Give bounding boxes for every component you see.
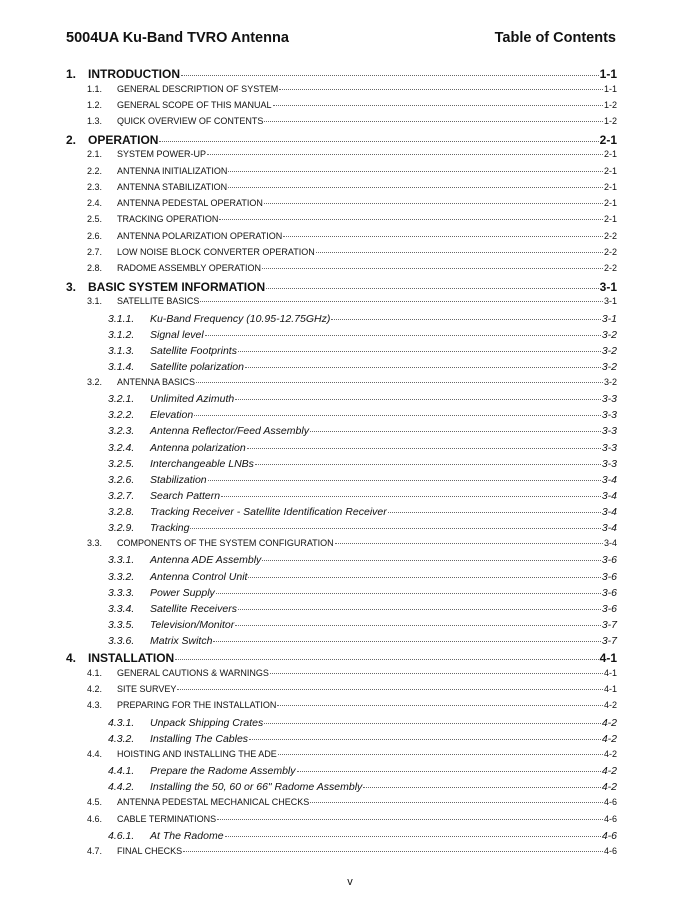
toc-entry-title: Antenna ADE Assembly bbox=[150, 554, 262, 567]
toc-entry-title: Interchangeable LNBs bbox=[150, 457, 254, 470]
toc-entry-title: Unpack Shipping Crates bbox=[150, 716, 264, 729]
dot-leader bbox=[245, 367, 601, 368]
toc-entry[interactable] bbox=[66, 442, 617, 458]
toc-entry-page: 4-2 bbox=[601, 732, 617, 745]
toc-entry-title: Installing The Cables bbox=[150, 732, 249, 745]
toc-entry[interactable] bbox=[66, 781, 617, 797]
toc-entry-number: 2.2. bbox=[87, 165, 103, 176]
toc-entry[interactable] bbox=[66, 587, 617, 603]
toc-entry-page: 2-2 bbox=[603, 230, 617, 241]
dot-leader bbox=[363, 787, 601, 788]
toc-entry-title: ANTENNA POLARIZATION OPERATION bbox=[117, 230, 283, 241]
dot-leader bbox=[310, 802, 603, 803]
toc-entry-number: 4.6. bbox=[87, 813, 103, 824]
toc-entry[interactable] bbox=[66, 668, 617, 684]
toc-entry[interactable] bbox=[66, 296, 617, 312]
toc-entry-number: 3.2.2. bbox=[108, 409, 135, 422]
dot-leader bbox=[208, 480, 601, 481]
toc-entry-number: 3.1.1. bbox=[108, 312, 135, 325]
dot-leader bbox=[217, 819, 603, 820]
toc-entry-title: Satellite Footprints bbox=[150, 344, 237, 357]
dot-leader bbox=[270, 673, 603, 674]
toc-entry[interactable] bbox=[66, 198, 617, 214]
toc-entry-number: 2. bbox=[66, 132, 77, 147]
toc-entry[interactable] bbox=[66, 116, 617, 132]
toc-entry[interactable] bbox=[66, 765, 617, 781]
toc-entry-page: 3-4 bbox=[601, 522, 617, 535]
toc-entry-title: COMPONENTS OF THE SYSTEM CONFIGURATION bbox=[117, 538, 334, 549]
dot-leader bbox=[221, 496, 601, 497]
toc-entry-number: 3.3.3. bbox=[108, 586, 135, 599]
section-title: Table of Contents bbox=[494, 30, 616, 46]
dot-leader bbox=[235, 399, 601, 400]
toc-entry[interactable] bbox=[66, 603, 617, 619]
toc-entry-page: 4-6 bbox=[603, 845, 617, 856]
toc-entry-page: 3-3 bbox=[601, 425, 617, 438]
toc-entry-number: 4.4.1. bbox=[108, 765, 135, 778]
toc-entry-number: 3.2.3. bbox=[108, 425, 135, 438]
toc-entry-title: INSTALLATION bbox=[88, 651, 175, 665]
toc-entry-page: 3-1 bbox=[599, 279, 617, 294]
toc-entry-page: 2-1 bbox=[603, 149, 617, 160]
toc-entry-number: 4.5. bbox=[87, 797, 103, 808]
toc-entry-number: 3.2.6. bbox=[108, 473, 135, 486]
toc-entry-number: 4.3.2. bbox=[108, 732, 135, 745]
toc-entry-title: Antenna Reflector/Feed Assembly bbox=[150, 425, 309, 438]
dot-leader bbox=[228, 187, 603, 188]
toc-entry-number: 3.1. bbox=[87, 296, 103, 307]
dot-leader bbox=[262, 268, 603, 269]
toc-entry-page: 4-1 bbox=[599, 651, 617, 665]
toc-entry-page: 3-6 bbox=[601, 586, 617, 599]
dot-leader bbox=[238, 609, 601, 610]
toc-entry[interactable] bbox=[66, 67, 617, 84]
dot-leader bbox=[225, 836, 601, 837]
toc-entry[interactable] bbox=[66, 506, 617, 522]
toc-entry-number: 3.3.5. bbox=[108, 618, 135, 631]
dot-leader bbox=[310, 431, 601, 432]
toc-entry-page: 3-6 bbox=[601, 570, 617, 583]
toc-entry-number: 3.3.6. bbox=[108, 634, 135, 647]
toc-entry-page: 3-4 bbox=[601, 473, 617, 486]
toc-entry-number: 4.7. bbox=[87, 845, 103, 856]
document-title: 5004UA Ku-Band TVRO Antenna bbox=[66, 30, 289, 46]
toc-entry[interactable] bbox=[66, 263, 617, 279]
toc-entry-number: 1.3. bbox=[87, 116, 103, 127]
toc-entry-page: 1-2 bbox=[603, 99, 617, 110]
toc-entry-title: QUICK OVERVIEW OF CONTENTS bbox=[117, 116, 264, 127]
toc-entry-page: 2-2 bbox=[603, 247, 617, 258]
toc-entry-title: Satellite polarization bbox=[150, 360, 244, 373]
toc-entry-title: Tracking Receiver - Satellite Identification Receiver bbox=[150, 505, 387, 518]
toc-entry[interactable] bbox=[66, 830, 617, 846]
toc-entry[interactable] bbox=[66, 329, 617, 345]
dot-leader bbox=[159, 141, 598, 142]
dot-leader bbox=[264, 203, 603, 204]
toc-entry[interactable] bbox=[66, 490, 617, 506]
toc-entry-title: Search Pattern bbox=[150, 489, 221, 502]
toc-entry-page: 4-6 bbox=[603, 797, 617, 808]
toc-entry-title: Television/Monitor bbox=[150, 618, 235, 631]
toc-entry-number: 4.6.1. bbox=[108, 829, 135, 842]
dot-leader bbox=[283, 236, 603, 237]
toc-entry-number: 2.1. bbox=[87, 149, 103, 160]
toc-entry-page: 3-3 bbox=[601, 393, 617, 406]
toc-entry-page: 3-2 bbox=[603, 377, 617, 387]
toc-entry-number: 1.2. bbox=[87, 99, 103, 110]
toc-entry-number: 1. bbox=[66, 67, 77, 81]
toc-entry-page: 3-2 bbox=[601, 328, 617, 341]
toc-entry-page: 3-3 bbox=[601, 409, 617, 422]
toc-entry[interactable] bbox=[66, 522, 617, 538]
toc-entry-number: 3.3. bbox=[87, 538, 103, 549]
toc-entry-title: Elevation bbox=[150, 409, 194, 422]
dot-leader bbox=[255, 464, 601, 465]
toc-entry-page: 4-2 bbox=[603, 700, 617, 711]
toc-entry-number: 4.4.2. bbox=[108, 781, 135, 794]
dot-leader bbox=[213, 641, 600, 642]
toc-entry-page: 3-7 bbox=[601, 634, 617, 647]
toc-entry-page: 2-1 bbox=[603, 181, 617, 192]
toc-entry[interactable] bbox=[66, 635, 617, 651]
toc-entry-title: SATELLITE BASICS bbox=[117, 296, 200, 307]
toc-entry-number: 3.1.2. bbox=[108, 328, 135, 341]
toc-entry-page: 2-2 bbox=[603, 263, 617, 274]
toc-entry[interactable] bbox=[66, 733, 617, 749]
toc-entry[interactable] bbox=[66, 814, 617, 830]
dot-leader bbox=[200, 301, 603, 302]
toc-entry-title: ANTENNA PEDESTAL OPERATION bbox=[117, 198, 263, 209]
toc-entry-page: 3-4 bbox=[601, 489, 617, 502]
toc-entry-number: 4.3.1. bbox=[108, 716, 135, 729]
toc-entry-title: HOISTING AND INSTALLING THE ADE bbox=[117, 748, 277, 759]
dot-leader bbox=[196, 382, 603, 383]
toc-entry-title: GENERAL CAUTIONS & WARNINGS bbox=[117, 667, 269, 678]
toc-entry-page: 3-4 bbox=[603, 538, 617, 549]
toc-entry-title: Unlimited Azimuth bbox=[150, 393, 235, 406]
table-of-contents bbox=[66, 67, 617, 862]
toc-entry-title: OPERATION bbox=[88, 132, 159, 147]
toc-entry-page: 3-7 bbox=[601, 618, 617, 631]
toc-entry-title: Power Supply bbox=[150, 586, 215, 599]
dot-leader bbox=[228, 171, 603, 172]
toc-entry[interactable] bbox=[66, 409, 617, 425]
toc-entry-title: Matrix Switch bbox=[150, 634, 213, 647]
toc-entry-title: BASIC SYSTEM INFORMATION bbox=[88, 279, 266, 294]
dot-leader bbox=[273, 105, 603, 106]
toc-entry-page: 4-1 bbox=[603, 683, 617, 694]
dot-leader bbox=[235, 625, 601, 626]
toc-entry-title: Antenna polarization bbox=[150, 441, 246, 454]
toc-entry-title: PREPARING FOR THE INSTALLATION bbox=[117, 700, 277, 711]
toc-entry-number: 2.4. bbox=[87, 198, 103, 209]
toc-entry-number: 3.1.3. bbox=[108, 344, 135, 357]
dot-leader bbox=[335, 543, 603, 544]
toc-entry-number: 2.6. bbox=[87, 230, 103, 241]
toc-entry-number: 3.2.7. bbox=[108, 489, 135, 502]
dot-leader bbox=[278, 754, 603, 755]
toc-entry[interactable] bbox=[66, 700, 617, 716]
toc-entry-page: 2-1 bbox=[603, 165, 617, 176]
toc-entry-number: 3.2.5. bbox=[108, 457, 135, 470]
toc-entry-title: GENERAL SCOPE OF THIS MANUAL bbox=[117, 99, 272, 110]
toc-entry[interactable] bbox=[66, 538, 617, 554]
dot-leader bbox=[297, 771, 601, 772]
toc-entry-title: ANTENNA BASICS bbox=[117, 377, 196, 387]
toc-entry-page: 3-1 bbox=[601, 312, 617, 325]
toc-entry-title: Ku-Band Frequency (10.95-12.75GHz) bbox=[150, 312, 331, 325]
toc-entry[interactable] bbox=[66, 571, 617, 587]
toc-entry[interactable] bbox=[66, 182, 617, 198]
dot-leader bbox=[264, 121, 603, 122]
toc-entry-title: GENERAL DESCRIPTION OF SYSTEM bbox=[117, 83, 279, 94]
toc-entry[interactable] bbox=[66, 749, 617, 765]
dot-leader bbox=[331, 319, 600, 320]
toc-entry[interactable] bbox=[66, 393, 617, 409]
toc-entry[interactable] bbox=[66, 133, 617, 150]
dot-leader bbox=[205, 335, 601, 336]
toc-entry-title: TRACKING OPERATION bbox=[117, 214, 219, 225]
toc-entry-page: 3-1 bbox=[603, 296, 617, 307]
toc-entry-page: 1-1 bbox=[599, 67, 617, 81]
toc-entry-page: 2-1 bbox=[603, 198, 617, 209]
page-number: v bbox=[347, 876, 353, 888]
toc-entry[interactable] bbox=[66, 377, 617, 393]
toc-entry-title: ANTENNA INITIALIZATION bbox=[117, 165, 228, 176]
toc-entry-page: 3-2 bbox=[601, 344, 617, 357]
toc-entry[interactable] bbox=[66, 619, 617, 635]
toc-entry-title: INTRODUCTION bbox=[88, 67, 180, 81]
dot-leader bbox=[207, 154, 603, 155]
toc-entry-title: SYSTEM POWER-UP bbox=[117, 149, 207, 160]
dot-leader bbox=[316, 252, 603, 253]
toc-entry[interactable] bbox=[66, 231, 617, 247]
dot-leader bbox=[175, 659, 598, 660]
toc-entry-title: CABLE TERMINATIONS bbox=[117, 813, 217, 824]
toc-entry[interactable] bbox=[66, 313, 617, 329]
toc-entry-number: 3.2.9. bbox=[108, 522, 135, 535]
toc-entry-page: 4-1 bbox=[603, 667, 617, 678]
toc-entry[interactable] bbox=[66, 846, 617, 862]
toc-entry-number: 2.8. bbox=[87, 263, 103, 274]
dot-leader bbox=[194, 415, 601, 416]
toc-entry-title: FINAL CHECKS bbox=[117, 845, 183, 856]
toc-entry[interactable] bbox=[66, 247, 617, 263]
toc-entry-number: 3.2.8. bbox=[108, 505, 135, 518]
toc-entry-title: Tracking bbox=[150, 522, 190, 535]
dot-leader bbox=[262, 560, 601, 561]
dot-leader bbox=[279, 89, 603, 90]
dot-leader bbox=[264, 723, 601, 724]
toc-entry-page: 2-1 bbox=[599, 132, 617, 147]
toc-entry[interactable] bbox=[66, 280, 617, 297]
toc-entry[interactable] bbox=[66, 100, 617, 116]
toc-entry-title: At The Radome bbox=[150, 829, 224, 842]
toc-entry[interactable] bbox=[66, 425, 617, 441]
toc-entry-page: 3-6 bbox=[601, 602, 617, 615]
toc-entry[interactable] bbox=[66, 361, 617, 377]
toc-entry[interactable] bbox=[66, 458, 617, 474]
toc-entry[interactable] bbox=[66, 166, 617, 182]
dot-leader bbox=[247, 448, 601, 449]
toc-entry-number: 3.3.4. bbox=[108, 602, 135, 615]
toc-entry-page: 4-6 bbox=[603, 813, 617, 824]
toc-entry-title: Stabilization bbox=[150, 473, 207, 486]
toc-entry-page: 4-2 bbox=[601, 716, 617, 729]
toc-entry[interactable] bbox=[66, 84, 617, 100]
toc-entry-title: LOW NOISE BLOCK CONVERTER OPERATION bbox=[117, 247, 315, 258]
toc-entry-page: 3-3 bbox=[601, 441, 617, 454]
toc-entry-number: 4.2. bbox=[87, 683, 103, 694]
toc-entry-title: SITE SURVEY bbox=[117, 683, 177, 694]
toc-entry-number: 4.1. bbox=[87, 667, 103, 678]
toc-entry-page: 4-2 bbox=[601, 781, 617, 794]
toc-entry-number: 3.2.4. bbox=[108, 441, 135, 454]
toc-entry-number: 2.5. bbox=[87, 214, 103, 225]
dot-leader bbox=[266, 288, 599, 289]
dot-leader bbox=[248, 577, 600, 578]
dot-leader bbox=[181, 75, 599, 76]
toc-entry-page: 1-2 bbox=[603, 116, 617, 127]
dot-leader bbox=[277, 705, 603, 706]
toc-entry-page: 3-6 bbox=[601, 554, 617, 567]
toc-entry-title: Prepare the Radome Assembly bbox=[150, 765, 296, 778]
toc-entry-title: Antenna Control Unit bbox=[150, 570, 248, 583]
dot-leader bbox=[177, 689, 603, 690]
toc-entry[interactable] bbox=[66, 717, 617, 733]
toc-entry-page: 4-6 bbox=[601, 829, 617, 842]
toc-entry-number: 2.7. bbox=[87, 247, 103, 258]
dot-leader bbox=[190, 528, 600, 529]
toc-entry-page: 3-4 bbox=[601, 505, 617, 518]
toc-entry-number: 3.1.4. bbox=[108, 360, 135, 373]
toc-entry-number: 4.4. bbox=[87, 748, 103, 759]
toc-entry[interactable] bbox=[66, 651, 617, 668]
dot-leader bbox=[216, 593, 601, 594]
toc-entry-page: 3-2 bbox=[601, 360, 617, 373]
dot-leader bbox=[238, 351, 601, 352]
toc-entry-number: 2.3. bbox=[87, 181, 103, 192]
toc-entry-number: 3.2. bbox=[87, 377, 103, 387]
dot-leader bbox=[249, 739, 601, 740]
dot-leader bbox=[183, 851, 603, 852]
toc-entry-title: ANTENNA PEDESTAL MECHANICAL CHECKS bbox=[117, 797, 310, 808]
toc-entry-number: 3. bbox=[66, 279, 77, 294]
toc-entry-page: 2-1 bbox=[603, 214, 617, 225]
dot-leader bbox=[219, 219, 603, 220]
toc-entry-title: ANTENNA STABILIZATION bbox=[117, 181, 228, 192]
dot-leader bbox=[388, 512, 601, 513]
toc-entry-title: Signal level bbox=[150, 328, 204, 341]
toc-entry[interactable] bbox=[66, 684, 617, 700]
toc-entry[interactable] bbox=[66, 149, 617, 165]
toc-entry[interactable] bbox=[66, 554, 617, 570]
toc-entry-number: 3.3.2. bbox=[108, 570, 135, 583]
toc-entry[interactable] bbox=[66, 345, 617, 361]
toc-entry-title: RADOME ASSEMBLY OPERATION bbox=[117, 263, 262, 274]
toc-entry[interactable] bbox=[66, 797, 617, 813]
toc-entry-page: 3-3 bbox=[601, 457, 617, 470]
toc-entry-page: 1-1 bbox=[603, 83, 617, 94]
toc-entry-number: 3.3.1. bbox=[108, 554, 135, 567]
toc-entry-number: 4. bbox=[66, 651, 77, 665]
toc-entry-number: 3.2.1. bbox=[108, 393, 135, 406]
toc-entry[interactable] bbox=[66, 474, 617, 490]
toc-entry-page: 4-2 bbox=[601, 765, 617, 778]
toc-entry-title: Installing the 50, 60 or 66" Radome Assembly bbox=[150, 781, 363, 794]
toc-entry[interactable] bbox=[66, 214, 617, 230]
toc-entry-number: 4.3. bbox=[87, 700, 103, 711]
toc-entry-title: Satellite Receivers bbox=[150, 602, 237, 615]
toc-entry-page: 4-2 bbox=[603, 748, 617, 759]
toc-entry-number: 1.1. bbox=[87, 83, 103, 94]
